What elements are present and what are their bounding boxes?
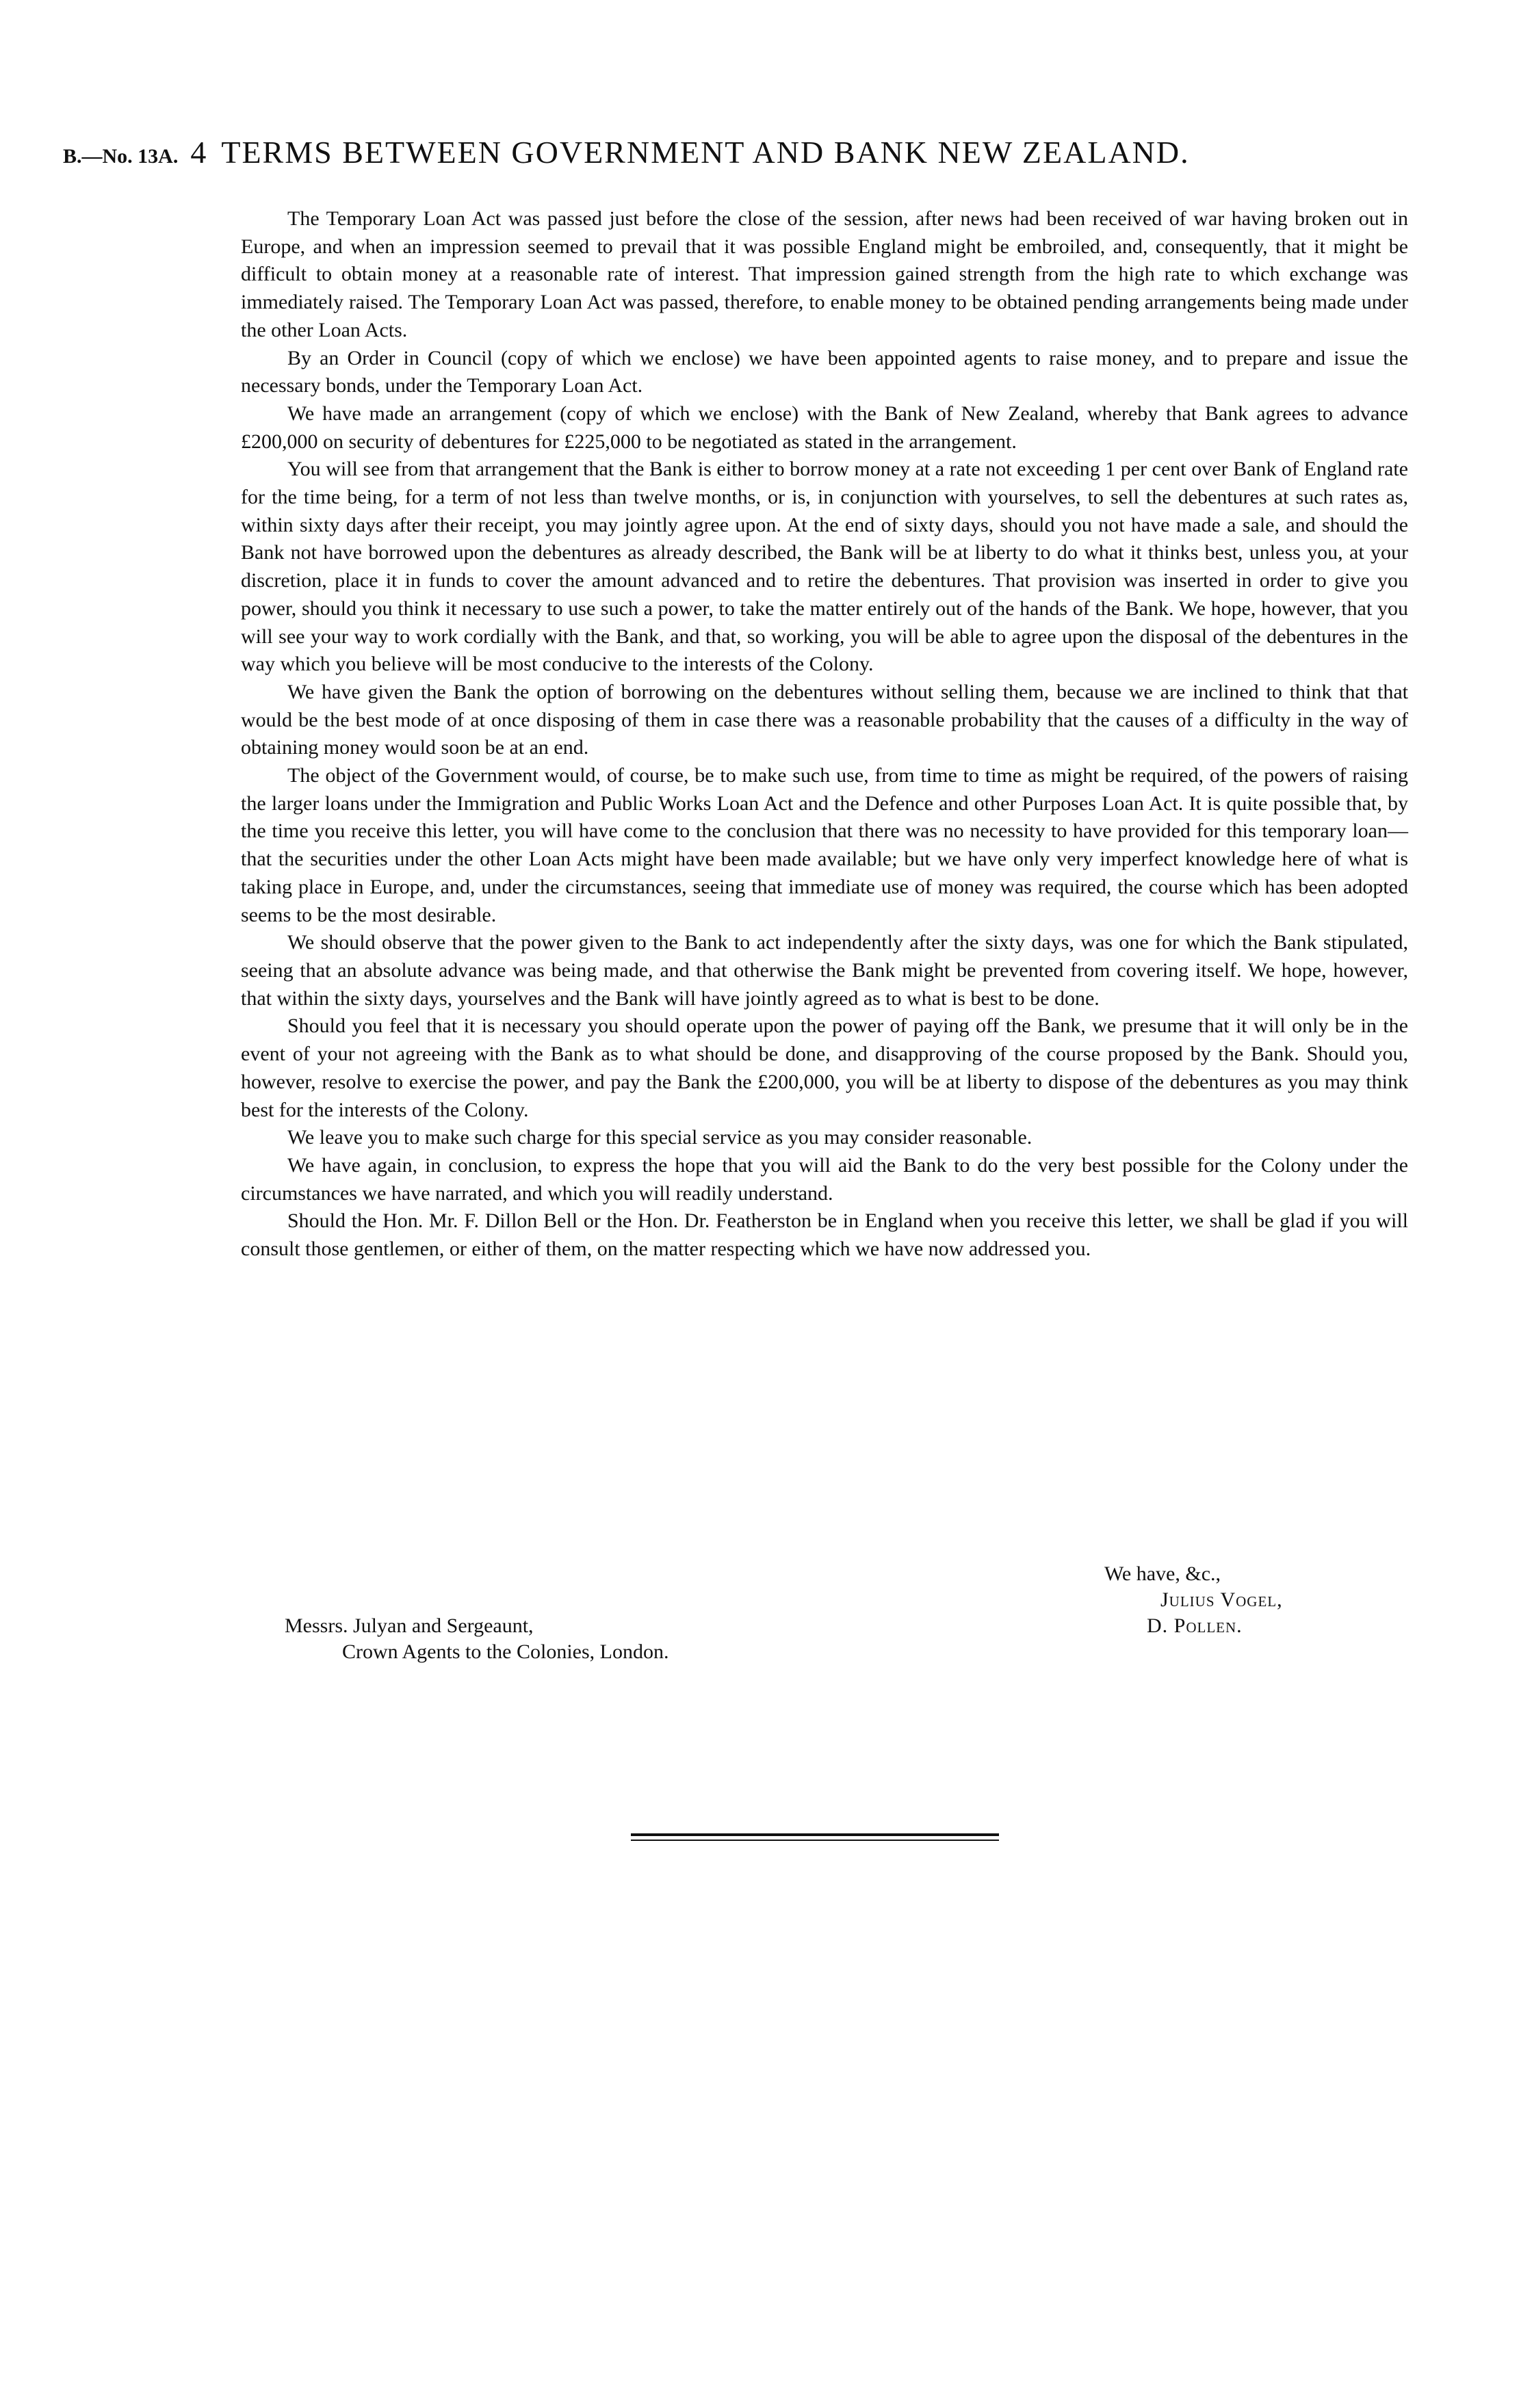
paragraph: By an Order in Council (copy of which we enclose) we have been appointed agents to raise money, and to prepare and issue the necessary bonds, under the Temporary Loan Act. xyxy=(241,346,1408,397)
paragraph: The Temporary Loan Act was passed just before the close of the session, after news had been received of war having broken out in Europe, and when an impression seemed to prevail that it was possible England might be embroiled, and, consequently, that it might be difficult to obtain money at a reasonable rate of interest. That impression gained strength from the high rate to which exchange was immediately raised. The Temporary Loan Act was passed, therefore, to enable money to be obtained pending arrangements being made under the other Loan Acts. xyxy=(241,207,1408,341)
paragraph: We have given the Bank the option of borrowing on the debentures without selling them, because we are inclined to think that that would be the best mode of at once disposing of them in case there was a reasonable probability that the causes of a difficulty in the way of obtaining money would soon be at an end. xyxy=(241,680,1408,759)
paragraph: We leave you to make such charge for this special service as you may consider reasonable. xyxy=(287,1126,1033,1149)
letter-body xyxy=(241,205,1408,1264)
salutation: We have, &c., xyxy=(1104,1562,1221,1585)
addressee-block xyxy=(285,1613,969,1665)
rule-thick-line xyxy=(631,1833,999,1836)
page-number: 4 xyxy=(190,135,207,170)
signatory-pollen: D. Pollen. xyxy=(1147,1614,1243,1637)
rule-thin-line xyxy=(631,1840,999,1841)
closing-rule xyxy=(631,1833,999,1841)
addressee-names: Messrs. Julyan and Sergeaunt, xyxy=(285,1614,534,1637)
paragraph: We have made an arrangement (copy of which we enclose) with the Bank of New Zealand, whereby that Bank agrees to advance £200,000 on security of debentures for £225,000 to be negotiated as stated in the arrangement. xyxy=(241,402,1408,453)
paragraph: Should the Hon. Mr. F. Dillon Bell or the Hon. Dr. Featherston be in England when you receive this letter, we shall be glad if you will consult those gentlemen, or either of them, on the matter respecting which we have now addressed you. xyxy=(241,1209,1408,1261)
letter-closing xyxy=(1104,1561,1405,1639)
paragraph: Should you feel that it is necessary you should operate upon the power of paying off the Bank, we presume that it will only be in the event of your not agreeing with the Bank as to what should be done, and disapproving of the course proposed by the Bank. Should you, however, resolve to exercise the power, and pay the Bank the £200,000, you will be at liberty to dispose of the debentures as you may think best for the interests of the Colony. xyxy=(241,1015,1408,1121)
paragraph: We have again, in conclusion, to express the hope that you will aid the Bank to do the very best possible for the Colony under the circumstances we have narrated, and which you will readily understand. xyxy=(241,1153,1408,1205)
addressee-title: Crown Agents to the Colonies, London. xyxy=(342,1640,669,1663)
page-header xyxy=(63,134,1431,175)
page-title: TERMS BETWEEN GOVERNMENT AND BANK NEW ZEALAND. xyxy=(221,135,1190,170)
signatory-vogel: Julius Vogel, xyxy=(1160,1588,1283,1611)
document-reference: B.—No. 13A. xyxy=(63,145,179,168)
paragraph: The object of the Government would, of course, be to make such use, from time to time as might be required, of the powers of raising the larger loans under the Immigration and Public Works Loan Act and the Defence and other Purposes Loan Act. It is quite possible that, by the time you receive this letter, you will have come to the conclusion that there was no necessity to have provided for this temporary loan—that the securities under the other Loan Acts might have been made available; but we have only very imperfect knowledge here of what is taking place in Europe, and, under the circumstances, seeing that immediate use of money was required, the course which has been adopted seems to be the most desirable. xyxy=(241,764,1408,926)
paragraph: You will see from that arrangement that the Bank is either to borrow money at a rate not exceeding 1 per cent over Bank of England rate for the time being, for a term of not less than twelve months, or is, in conjunction with yourselves, to sell the debentures at such rates as, within sixty days after their receipt, you may jointly agree upon. At the end of sixty days, should you not have made a sale, and should the Bank not have borrowed upon the debentures as already described, the Bank will be at liberty to do what it thinks best, unless you, at your discretion, place it in funds to cover the amount advanced and to retire the debentures. That provision was inserted in order to give you power, should you think it necessary to use such a power, to take the matter entirely out of the hands of the Bank. We hope, however, that you will see your way to work cordially with the Bank, and that, so working, you will be able to agree upon the disposal of the debentures in the way which you believe will be most conducive to the interests of the Colony. xyxy=(241,458,1408,676)
paragraph: We should observe that the power given to the Bank to act independently after the sixty days, was one for which the Bank stipulated, seeing that an absolute advance was being made, and that otherwise the Bank might be prevented from covering itself. We hope, however, that within the sixty days, yourselves and the Bank will have jointly agreed as to what is best to be done. xyxy=(241,931,1408,1010)
